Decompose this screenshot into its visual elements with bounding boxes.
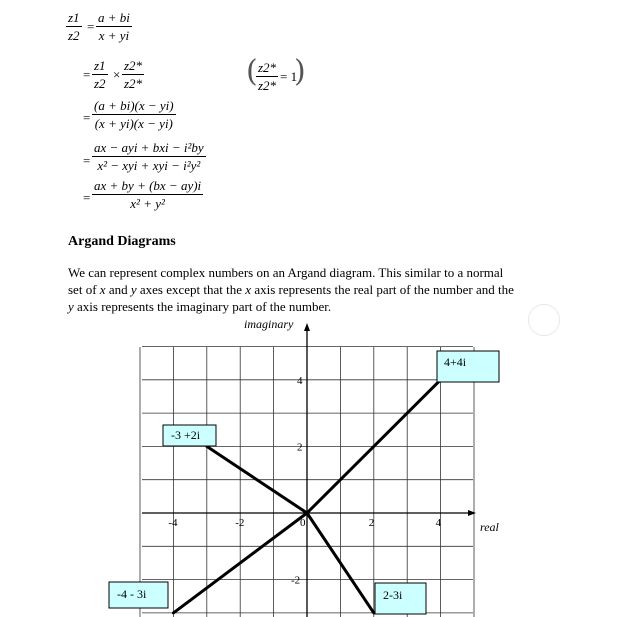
imaginary-axis-arrow <box>304 323 310 331</box>
text: and <box>105 282 131 297</box>
paragraph-line-1: We can represent complex numbers on an Argand diagram. This similar to a normal <box>68 265 504 280</box>
text: axis represents the real part of the number and the <box>251 282 514 297</box>
left-paren: ( <box>246 54 258 89</box>
equals-sign: = <box>83 67 91 82</box>
denominator: z2 <box>94 76 106 91</box>
times-sign: × <box>113 67 121 82</box>
text: axes except that the <box>136 282 246 297</box>
x-tick-label: 0 <box>300 517 306 529</box>
var-x: x <box>99 282 106 297</box>
var-y: y <box>130 282 137 297</box>
rhs-denominator: x + yi <box>98 28 130 43</box>
denominator: x² + y² <box>130 196 165 211</box>
numerator: ax − ayi + bxi − i²by <box>94 140 204 155</box>
section-heading: Argand Diagrams <box>68 234 176 249</box>
lhs-denominator: z2 <box>68 28 80 43</box>
numerator: (a + bi)(x − yi) <box>94 98 174 113</box>
point-label: 4+4i <box>444 355 467 369</box>
denominator: x² − xyi + xyi − i²y² <box>97 158 201 173</box>
x-tick-label: 4 <box>435 517 442 529</box>
equals-sign: = <box>83 153 91 168</box>
side-equals-one: = 1 <box>280 69 298 84</box>
var-y: y <box>68 299 74 314</box>
y-tick-label: 4 <box>297 374 303 387</box>
y-tick-label: 2 <box>297 441 303 454</box>
point-label: 2-3i <box>383 588 403 602</box>
real-axis-arrow <box>468 510 476 516</box>
numerator: z2* <box>258 60 277 75</box>
denominator: (x + yi)(x − yi) <box>94 116 173 131</box>
var-x: x <box>245 282 252 297</box>
x-tick-label: -4 <box>168 517 178 529</box>
axes <box>142 323 476 617</box>
numerator: z1 <box>94 58 106 73</box>
x-tick-label: 2 <box>368 517 375 529</box>
real-axis-label: real <box>480 520 499 534</box>
denominator: z2* <box>124 76 143 91</box>
numerator: z2* <box>124 58 143 73</box>
point-label: -3 +2i <box>171 428 201 442</box>
y-tick-label: -2 <box>291 574 301 587</box>
point-label: -4 - 3i <box>117 587 147 601</box>
rhs-numerator: a + bi <box>98 10 130 25</box>
x-tick-label: -2 <box>235 517 245 529</box>
imaginary-axis-label: imaginary <box>244 317 294 331</box>
numerator: ax + by + (bx − ay)i <box>94 178 202 193</box>
denominator: z2* <box>258 78 277 93</box>
equals-sign: = <box>83 110 91 125</box>
equals-sign: = <box>83 190 91 205</box>
equals-sign: = <box>87 19 95 34</box>
lhs-numerator: z1 <box>68 10 80 25</box>
right-paren: ) <box>294 54 306 89</box>
text: set of <box>68 282 100 297</box>
text: axis represents the imaginary part of the number. <box>73 299 332 314</box>
